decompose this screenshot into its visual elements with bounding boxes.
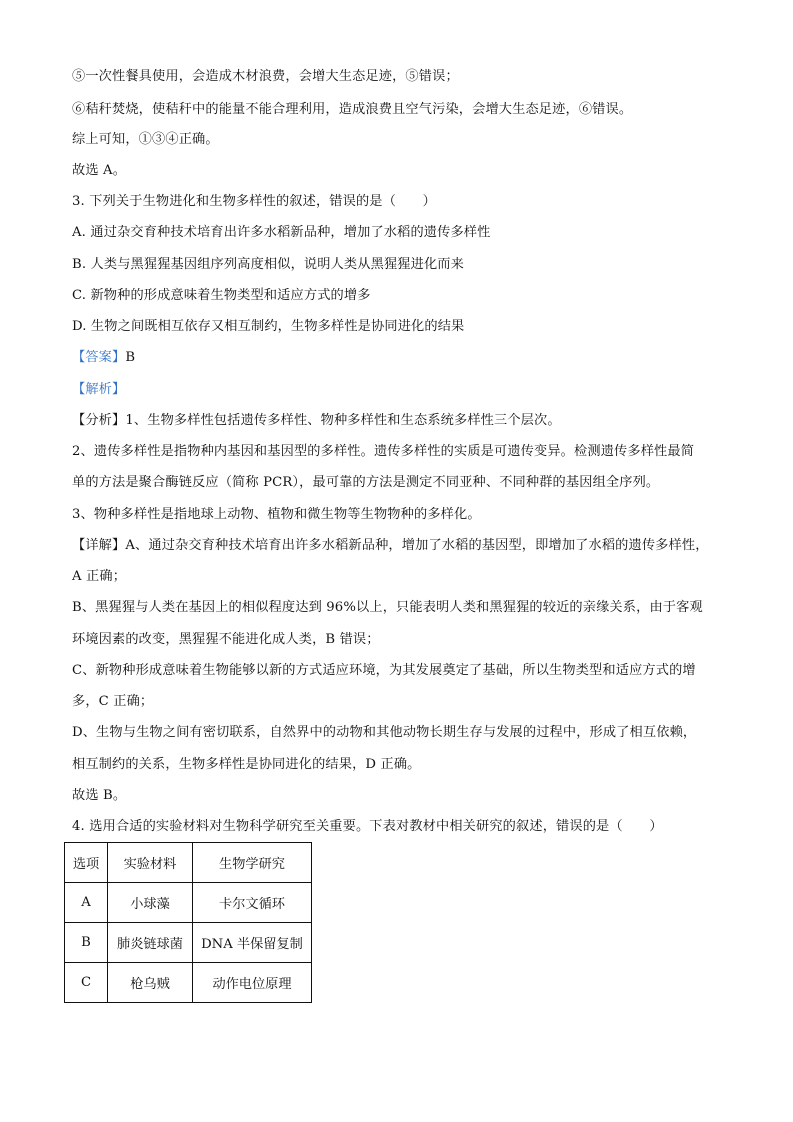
analysis-line: B、黑猩猩与人类在基因上的相似程度达到 96%以上，只能表明人类和黑猩猩的较近的亲缘关系，由于客观: [72, 600, 703, 615]
analysis-line: 单的方法是聚合酶链反应（简称 PCR），最可靠的方法是测定不同亚种、不同种群的基因组全序列。: [72, 475, 660, 490]
question-4-table: [64, 842, 312, 1003]
table-row: [65, 923, 312, 963]
table-header-cell: 选项: [65, 843, 108, 883]
table-cell: B: [65, 923, 108, 963]
question-3-option-b: B. 人类与黑猩猩基因组序列高度相似，说明人类从黑猩猩进化而来: [72, 257, 464, 272]
analysis-line: 故选 B。: [72, 788, 127, 803]
table-header-cell: 实验材料: [108, 843, 193, 883]
analysis-line: 环境因素的改变，黑猩猩不能进化成人类，B 错误；: [72, 632, 380, 647]
table-cell: DNA 半保留复制: [193, 923, 312, 963]
analysis-line: 多，C 正确；: [72, 694, 154, 709]
table-cell: A: [65, 883, 108, 923]
question-4-stem: 4. 选用合适的实验材料对生物科学研究至关重要。下表对教材中相关研究的叙述，错误的是（ ）: [72, 819, 663, 834]
answer-value: B: [125, 350, 136, 365]
analysis-tag: 【解析】: [72, 382, 126, 397]
table-cell: 卡尔文循环: [193, 883, 312, 923]
text-line: ⑤一次性餐具使用，会造成木材浪费，会增大生态足迹，⑤错误；: [72, 69, 459, 84]
analysis-line: 3、物种多样性是指地球上动物、植物和微生物等生物物种的多样化。: [72, 507, 481, 522]
table-cell: 肺炎链球菌: [108, 923, 193, 963]
table-cell: 动作电位原理: [193, 963, 312, 1003]
table-cell: C: [65, 963, 108, 1003]
table-cell: 枪乌贼: [108, 963, 193, 1003]
question-3-option-a: A. 通过杂交育种技术培育出许多水稻新品种，增加了水稻的遗传多样性: [72, 225, 491, 240]
analysis-line: A 正确；: [72, 569, 127, 584]
analysis-line: C、新物种形成意味着生物能够以新的方式适应环境，为其发展奠定了基础，所以生物类型和适应方式的增: [72, 663, 696, 678]
analysis-line: 相互制约的关系，生物多样性是协同进化的结果，D 正确。: [72, 757, 421, 772]
analysis-line: D、生物与生物之间有密切联系，自然界中的动物和其他动物长期生存与发展的过程中，形成了相互依赖，: [72, 725, 697, 740]
analysis-line: 【分析】1、生物多样性包括遗传多样性、物种多样性和生态系统多样性三个层次。: [72, 413, 561, 428]
analysis-line: 【详解】A、通过杂交育种技术培育出许多水稻新品种，增加了水稻的基因型，即增加了水稻的遗传多样性，: [72, 538, 709, 553]
question-3-option-d: D. 生物之间既相互依存又相互制约，生物多样性是协同进化的结果: [72, 319, 465, 334]
analysis-line: 2、遗传多样性是指物种内基因和基因型的多样性。遗传多样性的实质是可遗传变异。检测遗传多样性最简: [72, 444, 695, 459]
text-line: 综上可知，①③④正确。: [72, 132, 219, 147]
table-header-cell: 生物学研究: [193, 843, 312, 883]
answer-tag: 【答案】: [72, 350, 126, 365]
question-3-option-c: C. 新物种的形成意味着生物类型和适应方式的增多: [72, 288, 371, 303]
table-row: [65, 883, 312, 923]
table-row: [65, 963, 312, 1003]
text-line: 故选 A。: [72, 163, 127, 178]
table-cell: 小球藻: [108, 883, 193, 923]
text-line: ⑥秸秆焚烧，使秸秆中的能量不能合理利用，造成浪费且空气污染，会增大生态足迹，⑥错误。: [72, 102, 633, 117]
answer-line: [72, 348, 135, 368]
table-header-row: [65, 843, 312, 883]
question-3-stem: 3. 下列关于生物进化和生物多样性的叙述，错误的是（ ）: [72, 194, 436, 209]
